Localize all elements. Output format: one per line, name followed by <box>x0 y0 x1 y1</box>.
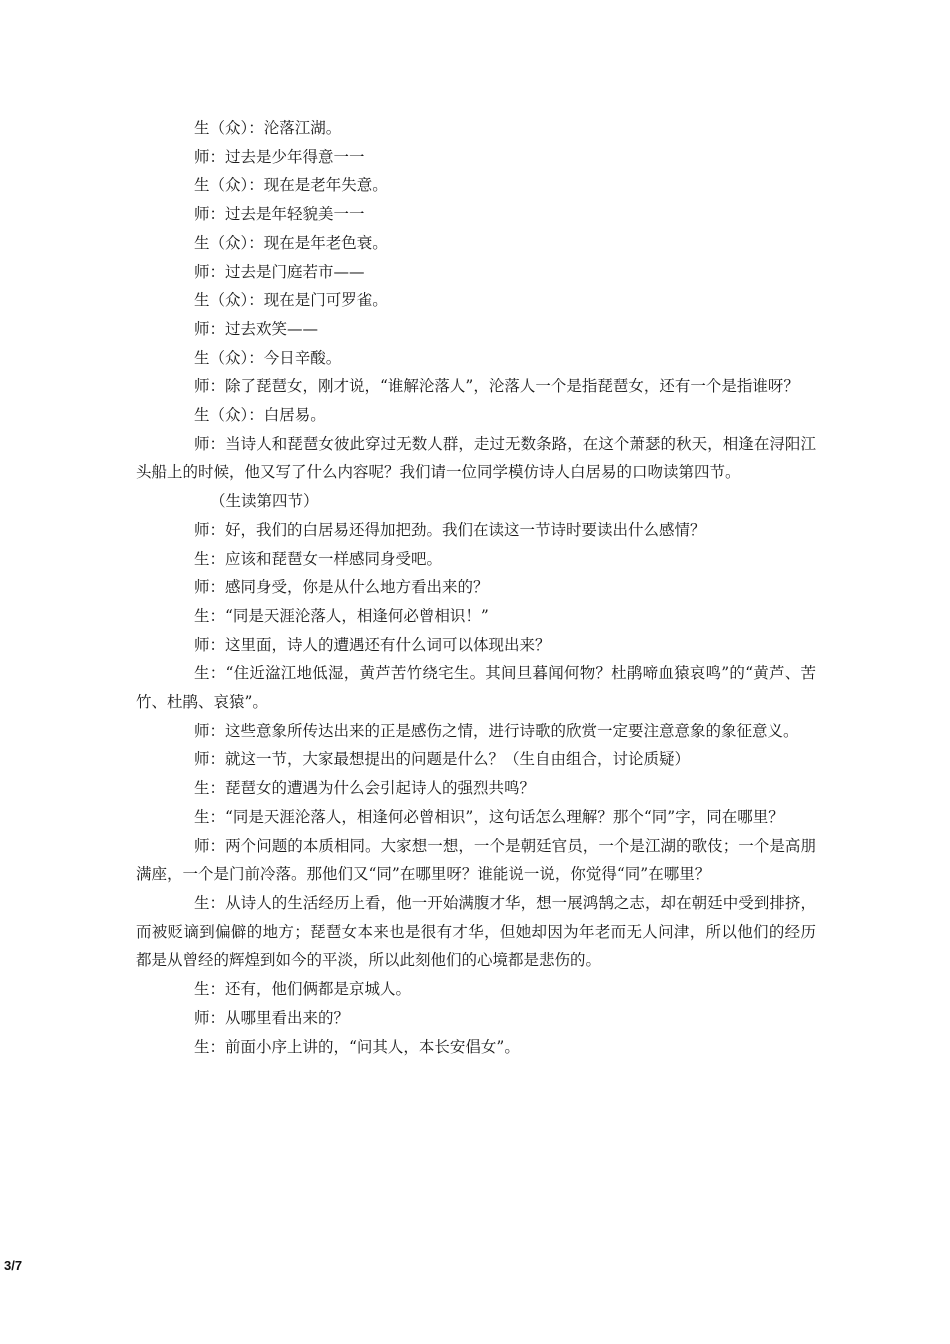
dialogue-paragraph: 师：感同身受，你是从什么地方看出来的？ <box>194 578 489 597</box>
dialogue-paragraph: 生：从诗人的生活经历上看，他一开始满腹才华，想一展鸿鹄之志，却在朝廷中受到排挤，而被贬谪到偏僻的地方；琵琶女本来也是很有才华，但她却因为年老而无人问津，所以他们的经历都是从曾经的辉煌到如今的平淡，所以此刻他们的心境都是悲伤的。 <box>136 893 816 970</box>
dialogue-paragraph: 师：这里面，诗人的遭遇还有什么词可以体现出来？ <box>194 635 551 654</box>
dialogue-paragraph: 生（众）：今日辛酸。 <box>194 348 342 367</box>
dialogue-paragraph: 生：琵琶女的遭遇为什么会引起诗人的强烈共鸣？ <box>194 779 536 798</box>
dialogue-paragraph: 生（众）：现在是老年失意。 <box>194 176 388 195</box>
dialogue-paragraph: 生（众）：现在是年老色衰。 <box>194 233 388 252</box>
dialogue-paragraph: 师：过去是门庭若市—— <box>194 262 365 281</box>
body-text <box>136 114 816 1061</box>
dialogue-paragraph: 生：还有，他们俩都是京城人。 <box>194 980 412 999</box>
dialogue-paragraph: 师：好，我们的白居易还得加把劲。我们在读这一节诗时要读出什么感情？ <box>194 520 706 539</box>
dialogue-paragraph: 生：“同是天涯沦落人，相逢何必曾相识！” <box>194 606 489 625</box>
dialogue-paragraph: 师：两个问题的本质相同。大家想一想，一个是朝廷官员，一个是江湖的歌伎；一个是高朋满座，一个是门前冷落。那他们又“同”在哪里呀？谁能说一说，你觉得“同”在哪里？ <box>136 836 816 884</box>
dialogue-paragraph: 师：当诗人和琵琶女彼此穿过无数人群，走过无数条路，在这个萧瑟的秋天，相逢在浔阳江头船上的时候，他又写了什么内容呢？我们请一位同学模仿诗人白居易的口吻读第四节。 <box>136 434 816 482</box>
dialogue-paragraph: 生：应该和琵琶女一样感同身受吧。 <box>194 549 443 568</box>
dialogue-paragraph: 生（众）：白居易。 <box>194 406 326 425</box>
dialogue-paragraph: 生：“同是天涯沦落人，相逢何必曾相识”，这句话怎么理解？那个“同”字，同在哪里？ <box>194 807 784 826</box>
dialogue-paragraph: 生（众）：沦落江湖。 <box>194 119 342 137</box>
dialogue-paragraph: 师：过去是少年得意一一 <box>194 147 365 166</box>
dialogue-paragraph: 生：前面小序上讲的，“问其人，本长安倡女”。 <box>194 1037 520 1056</box>
dialogue-paragraph: 师：从哪里看出来的？ <box>194 1008 350 1027</box>
dialogue-paragraph: 生（众）：现在是门可罗雀。 <box>194 291 388 310</box>
page-number: 3/7 <box>4 1258 23 1273</box>
dialogue-paragraph: 师：除了琵琶女，刚才说，“谁解沦落人”，沦落人一个是指琵琶女，还有一个是指谁呀？ <box>194 377 799 396</box>
stage-direction: （生读第四节） <box>210 492 319 511</box>
dialogue-paragraph: 师：就这一节，大家最想提出的问题是什么？（生自由组合，讨论质疑） <box>194 750 691 769</box>
dialogue-paragraph: 师：过去是年轻貌美一一 <box>194 205 365 224</box>
dialogue-paragraph: 师：这些意象所传达出来的正是感伤之情，进行诗歌的欣赏一定要注意意象的象征意义。 <box>194 721 799 740</box>
dialogue-paragraph: 师：过去欢笑—— <box>194 319 319 338</box>
dialogue-paragraph: 生：“住近湓江地低湿，黄芦苦竹绕宅生。其间旦暮闻何物？杜鹃啼血猿哀鸣”的“黄芦、苦竹、杜鹃、哀猿”。 <box>136 664 816 712</box>
